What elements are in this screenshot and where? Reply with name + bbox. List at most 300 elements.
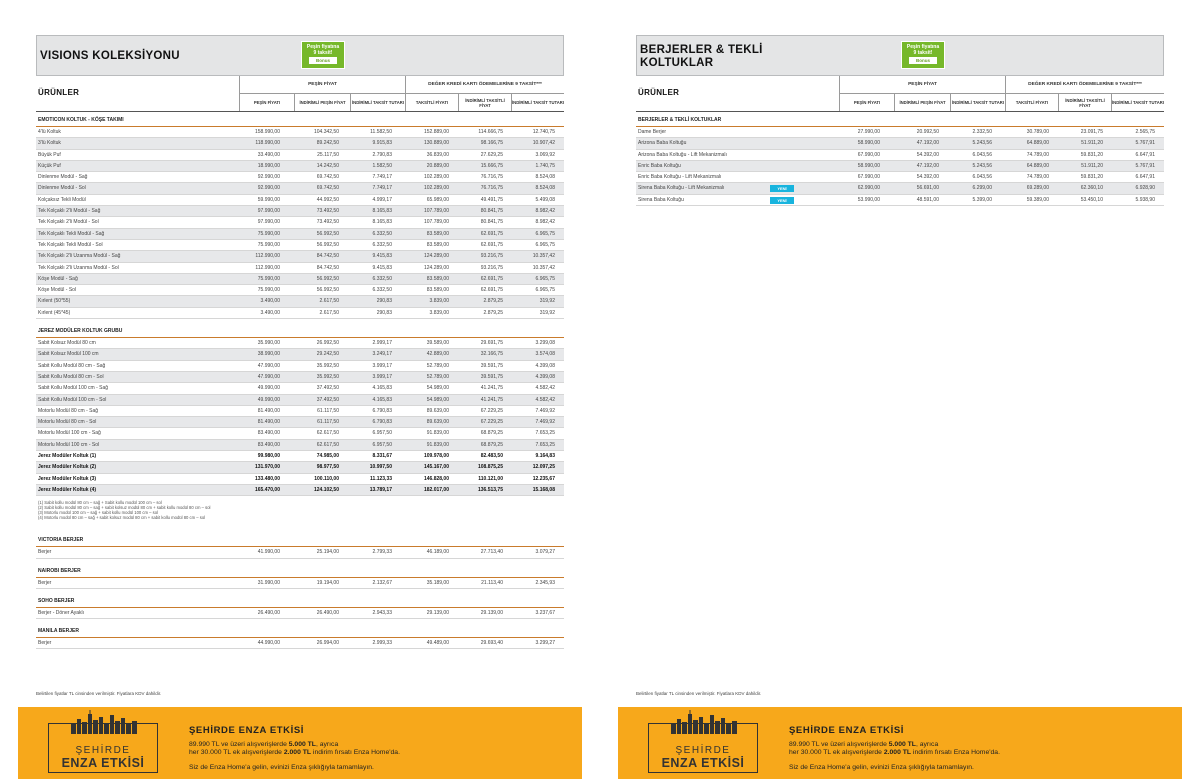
col-header-cash-price: PEŞİN FİYATI	[239, 94, 294, 111]
table-row	[36, 428, 564, 439]
price-cell: 58.990,00	[857, 162, 880, 169]
price-cell: 4.165,83	[372, 396, 392, 403]
price-cell: 8.524,08	[535, 174, 555, 181]
price-cell: 83.589,00	[426, 275, 449, 282]
products-header: ÜRÜNLER	[38, 88, 80, 97]
price-cell: 2.345,93	[535, 579, 555, 586]
price-cell: 5.767,91	[1135, 162, 1155, 169]
table-row	[636, 161, 1164, 172]
price-cell: 21.113,40	[481, 579, 503, 586]
price-cell: 62.990,00	[857, 185, 880, 192]
price-cell: 319,92	[539, 298, 555, 305]
promo-heading: ŞEHİRDE ENZA ETKİSİ	[789, 725, 905, 736]
price-cell: 56.992,50	[316, 275, 339, 282]
table-row	[36, 417, 564, 428]
price-cell: 75.990,00	[257, 275, 280, 282]
price-cell: 83.589,00	[426, 287, 449, 294]
price-cell: 112.990,00	[255, 253, 280, 260]
col-header-discounted-installment-amount: İNDİRİMLİ TAKSİT TUTARI	[1111, 94, 1164, 111]
promo-line2: her 30.000 TL ek alışverişlerde 2.000 TL indirim fırsatı Enza Home'da.	[189, 749, 400, 756]
price-cell: 53.990,00	[857, 196, 880, 203]
installment-badge	[901, 41, 945, 69]
table-header	[636, 76, 1164, 112]
price-cell: 59.389,00	[1026, 196, 1049, 203]
product-name: Sabit Kollu Modül 80 cm - Sağ	[38, 362, 106, 369]
price-cell: 145.167,00	[423, 464, 449, 471]
price-cell: 54.989,00	[426, 385, 449, 392]
price-cell: 4.165,83	[372, 385, 392, 392]
price-cell: 131.970,00	[254, 464, 280, 471]
price-cell: 93.216,75	[480, 264, 503, 271]
combination-notes	[36, 496, 564, 528]
product-name: Tek Kolçaklı 2'li Uzanma Modül - Sağ	[38, 253, 121, 260]
price-cell: 13.789,17	[369, 486, 392, 493]
price-cell: 62.360,10	[1080, 185, 1103, 192]
price-cell: 62.691,75	[480, 241, 503, 248]
price-cell: 6.957,50	[372, 441, 392, 448]
product-name: Arizona Baba Koltuğu - Lift Mekanizmalı	[638, 151, 727, 158]
combination-note: (1) Sabit kollu modül 80 cm – sağ + Sabit kollu modül 100 cm – sol	[38, 500, 162, 506]
price-cell: 2.879,25	[483, 309, 503, 316]
product-name: Tek Kolçaklı 2'li Uzanma Modül - Sol	[38, 264, 119, 271]
price-cell: 10.997,50	[369, 464, 392, 471]
price-cell: 6.957,50	[372, 430, 392, 437]
price-cell: 29.139,00	[426, 609, 449, 616]
product-name: Jerez Modüler Koltuk (3)	[38, 475, 97, 482]
price-cell: 56.992,50	[316, 287, 339, 294]
price-cell: 25.117,50	[317, 151, 339, 158]
price-cell: 98.166,75	[480, 140, 503, 147]
promo-line1: 89.990 TL ve üzeri alışverişlerde 5.000 TL, ayrıca	[189, 741, 339, 748]
price-cell: 56.992,50	[316, 241, 339, 248]
table-row	[36, 251, 564, 262]
table-row	[36, 195, 564, 206]
price-cell: 10.357,42	[532, 264, 555, 271]
logo-line1: ŞEHİRDE	[75, 745, 131, 756]
price-page-armchairs	[636, 35, 1164, 206]
product-name: Enric Baba Koltuğu - Lift Mekanizmalı	[638, 174, 722, 181]
price-cell: 35.189,00	[426, 579, 449, 586]
product-name: Arizona Baba Koltuğu	[638, 140, 687, 147]
price-cell: 23.091,75	[1080, 129, 1103, 135]
table-row	[36, 578, 564, 589]
price-cell: 81.490,00	[257, 407, 280, 414]
col-header-discounted-cash: İNDİRİMLİ PEŞİN FİYAT	[894, 94, 950, 111]
price-cell: 4.399,08	[535, 373, 555, 380]
price-cell: 52.789,00	[426, 373, 449, 380]
col-header-discounted-installment: İNDİRİMLİ TAKSİT TUTARI	[350, 94, 405, 111]
price-cell: 6.790,83	[372, 407, 392, 414]
table-row	[36, 395, 564, 406]
product-name: Jerez Modüler Koltuk (1)	[38, 453, 97, 460]
price-cell: 3.079,27	[535, 549, 555, 556]
price-cell: 83.589,00	[426, 241, 449, 248]
table-row	[636, 138, 1164, 149]
price-cell: 80.841,75	[480, 219, 503, 226]
table-row	[36, 349, 564, 360]
price-cell: 8.165,83	[372, 219, 392, 226]
combination-note: (2) Sabit kollu modül 80 cm – sağ + sabit kolsuz modül 80 cm + sabit kollu modül 80 cm – sol	[38, 505, 211, 511]
price-cell: 47.192,00	[916, 162, 939, 169]
price-cell: 83.490,00	[257, 430, 280, 437]
price-cell: 59.831,20	[1080, 174, 1103, 181]
price-cell: 5.767,91	[1135, 140, 1155, 147]
price-cell: 11.123,33	[370, 475, 392, 482]
badge-line2: 9 taksit!	[313, 50, 333, 56]
price-cell: 33.490,00	[257, 151, 280, 158]
price-cell: 41.241,75	[480, 396, 503, 403]
col-header-installment-price: TAKSİTLİ FİYATI	[1005, 94, 1058, 111]
table-row	[36, 161, 564, 172]
promo-text	[189, 725, 400, 771]
price-cell: 62.691,75	[480, 275, 503, 282]
price-cell: 3.999,17	[372, 373, 392, 380]
bonus-logo-icon: Bonus	[909, 57, 937, 64]
table-row	[36, 474, 564, 485]
price-cell: 80.841,75	[480, 208, 503, 215]
promo-line2: her 30.000 TL ek alışverişlerde 2.000 TL indirim fırsatı Enza Home'da.	[789, 749, 1000, 756]
price-cell: 9.164,83	[535, 453, 555, 460]
price-cell: 84.742,50	[316, 253, 339, 260]
price-cell: 31.990,00	[257, 579, 280, 586]
price-cell: 290,83	[376, 309, 392, 316]
price-cell: 102.289,00	[423, 174, 449, 181]
table-row	[36, 296, 564, 307]
table-row	[36, 172, 564, 183]
price-cell: 109.978,00	[423, 453, 449, 460]
price-cell: 29.242,50	[316, 351, 339, 358]
price-cell: 6.965,75	[535, 275, 555, 282]
price-cell: 41.990,00	[257, 549, 280, 556]
price-cell: 1.582,50	[372, 162, 392, 169]
badge-line2: 9 taksit!	[913, 50, 933, 56]
product-name: Motorlu Modül 100 cm - Sağ	[38, 430, 101, 437]
price-cell: 67.990,00	[857, 151, 880, 158]
price-footnote: Belirtilen fiyatlar TL cinsinden verilmiştir. Fiyatlara KDV dahildir.	[636, 691, 762, 696]
table-row	[36, 308, 564, 319]
collection-title-bar	[36, 35, 564, 76]
product-name: 3'lü Koltuk	[38, 140, 61, 147]
table-row	[636, 127, 1164, 138]
price-cell: 124.289,00	[423, 264, 449, 271]
table-row	[636, 183, 1164, 194]
table-row	[36, 638, 564, 649]
price-cell: 36.839,00	[426, 151, 449, 158]
price-cell: 73.492,50	[316, 208, 339, 215]
price-cell: 62.691,75	[480, 230, 503, 237]
product-name: 4'lü Koltuk	[38, 129, 61, 135]
table-row	[36, 383, 564, 394]
price-cell: 39.591,75	[480, 373, 503, 380]
price-cell: 8.982,42	[535, 208, 555, 215]
price-cell: 10.907,42	[532, 140, 555, 147]
price-cell: 18.990,00	[257, 162, 280, 169]
price-cell: 83.490,00	[257, 441, 280, 448]
table-row	[36, 485, 564, 496]
price-cell: 124.289,00	[423, 253, 449, 260]
price-cell: 7.653,25	[535, 441, 555, 448]
section-header: NAIROBI BERJER	[36, 565, 564, 578]
price-cell: 27.713,40	[480, 549, 503, 556]
col-header-discounted-installment-amount: İNDİRİMLİ TAKSİT TUTARI	[511, 94, 564, 111]
table-row	[36, 274, 564, 285]
price-table	[636, 114, 1164, 206]
section-header: EMOTICON KOLTUK - KÖŞE TAKIMI	[36, 114, 564, 127]
price-cell: 76.716,75	[480, 174, 503, 181]
price-cell: 6.332,50	[372, 230, 392, 237]
price-cell: 146.828,00	[423, 475, 449, 482]
price-cell: 56.691,00	[916, 185, 939, 192]
product-name: Berjer - Döner Ayaklı	[38, 609, 85, 616]
price-cell: 59.831,20	[1080, 151, 1103, 158]
price-cell: 2.999,33	[372, 640, 392, 647]
price-cell: 130.889,00	[423, 140, 449, 147]
price-cell: 114.666,75	[478, 129, 503, 135]
installment-badge	[301, 41, 345, 69]
price-cell: 5.399,00	[972, 196, 992, 203]
product-name: Kırlent (50*55)	[38, 298, 71, 305]
price-cell: 10.357,42	[532, 253, 555, 260]
price-cell: 68.879,25	[480, 430, 503, 437]
price-cell: 6.965,75	[535, 287, 555, 294]
price-cell: 89.639,00	[426, 407, 449, 414]
price-cell: 67.229,25	[480, 419, 503, 426]
price-cell: 47.990,00	[257, 362, 280, 369]
table-row	[36, 372, 564, 383]
price-cell: 319,92	[539, 309, 555, 316]
promo-heading: ŞEHİRDE ENZA ETKİSİ	[189, 725, 305, 736]
price-cell: 6.965,75	[535, 241, 555, 248]
product-name: Motorlu Modül 100 cm - Sol	[38, 441, 100, 448]
price-cell: 118.990,00	[255, 140, 280, 147]
price-cell: 29.139,00	[480, 609, 503, 616]
price-cell: 110.121,00	[478, 475, 503, 482]
credit-card-group-header: DEĞER KREDİ KARTI ÖDEMELERİNE 9 TAKSİT***	[405, 76, 564, 94]
price-cell: 6.332,50	[372, 275, 392, 282]
price-cell: 69.742,50	[316, 174, 339, 181]
price-cell: 39.591,75	[480, 362, 503, 369]
price-cell: 8.524,08	[535, 185, 555, 192]
promo-banner	[18, 707, 582, 779]
price-cell: 97.990,00	[257, 208, 280, 215]
price-cell: 5.938,90	[1135, 196, 1155, 203]
price-cell: 54.392,00	[916, 151, 939, 158]
price-cell: 32.166,75	[480, 351, 503, 358]
price-cell: 9.415,83	[372, 253, 392, 260]
price-cell: 9.915,83	[372, 140, 392, 147]
price-cell: 51.911,20	[1081, 140, 1103, 147]
price-cell: 26.490,00	[316, 609, 339, 616]
new-badge: YENİ	[770, 185, 794, 192]
price-cell: 46.189,00	[426, 549, 449, 556]
city-skyline-icon	[669, 710, 739, 734]
price-cell: 3.299,08	[535, 340, 555, 347]
product-name: Motorlu Modül 80 cm - Sağ	[38, 407, 99, 414]
price-cell: 2.332,50	[972, 129, 992, 135]
table-row	[36, 127, 564, 138]
price-cell: 3.069,92	[535, 151, 555, 158]
price-cell: 3.490,00	[260, 298, 280, 305]
price-cell: 54.392,00	[916, 174, 939, 181]
price-cell: 49.491,75	[480, 196, 503, 203]
table-row	[36, 451, 564, 462]
price-cell: 19.194,00	[316, 579, 339, 586]
price-cell: 75.990,00	[257, 241, 280, 248]
product-name: Dinlenme Modül - Sol	[38, 185, 86, 192]
price-cell: 290,83	[376, 298, 392, 305]
price-cell: 97.990,00	[257, 219, 280, 226]
table-header	[36, 76, 564, 112]
price-cell: 73.492,50	[316, 219, 339, 226]
product-name: Berjer	[38, 549, 52, 556]
price-cell: 74.789,00	[1026, 174, 1049, 181]
price-cell: 182.017,00	[423, 486, 449, 493]
price-cell: 14.242,50	[316, 162, 339, 169]
price-cell: 38.990,00	[257, 351, 280, 358]
price-cell: 6.647,91	[1135, 151, 1155, 158]
price-cell: 41.241,75	[480, 385, 503, 392]
price-cell: 69.289,00	[1026, 185, 1049, 192]
col-header-discounted-installment-price: İNDİRİMLİ TAKSİTLİ FİYAT	[458, 94, 511, 111]
price-cell: 25.194,00	[316, 549, 339, 556]
price-cell: 69.742,50	[316, 185, 339, 192]
price-cell: 6.965,75	[535, 230, 555, 237]
price-cell: 15.666,75	[480, 162, 503, 169]
table-row	[636, 150, 1164, 161]
price-cell: 64.889,00	[1026, 140, 1049, 147]
price-cell: 65.989,00	[426, 196, 449, 203]
price-cell: 6.043,56	[972, 151, 992, 158]
product-name: Köşe Modül - Sol	[38, 287, 77, 294]
price-cell: 107.789,00	[423, 208, 449, 215]
col-header-cash-price: PEŞİN FİYATI	[839, 94, 894, 111]
price-cell: 84.742,50	[316, 264, 339, 271]
price-cell: 44.992,50	[316, 196, 339, 203]
price-cell: 5.243,56	[972, 140, 992, 147]
price-cell: 37.492,50	[316, 385, 339, 392]
price-footnote: Belirtilen fiyatlar TL cinsinden verilmiştir. Fiyatlara KDV dahildir.	[36, 691, 162, 696]
price-cell: 51.911,20	[1081, 162, 1103, 169]
price-cell: 62.691,75	[480, 287, 503, 294]
price-cell: 61.117,50	[317, 419, 339, 426]
price-cell: 6.332,50	[372, 241, 392, 248]
price-cell: 39.589,00	[426, 340, 449, 347]
product-name: Berjer	[38, 640, 52, 647]
product-name: Kırlent (45*45)	[38, 309, 71, 316]
bonus-logo-icon: Bonus	[309, 57, 337, 64]
price-cell: 62.617,50	[316, 441, 339, 448]
price-cell: 1.740,75	[535, 162, 555, 169]
table-row	[36, 361, 564, 372]
price-page-visions	[36, 35, 564, 649]
enza-campaign-logo	[48, 723, 158, 773]
price-cell: 26.992,50	[316, 340, 339, 347]
promo-text	[789, 725, 1000, 771]
price-cell: 82.483,50	[480, 453, 503, 460]
price-cell: 2.565,75	[1135, 129, 1155, 135]
logo-line1: ŞEHİRDE	[675, 745, 731, 756]
price-cell: 136.513,75	[477, 486, 503, 493]
price-cell: 98.977,50	[316, 464, 339, 471]
price-cell: 20.889,00	[426, 162, 449, 169]
products-header: ÜRÜNLER	[638, 88, 680, 97]
price-cell: 29.691,75	[480, 340, 503, 347]
price-cell: 67.229,25	[480, 407, 503, 414]
price-cell: 12.097,25	[532, 464, 555, 471]
price-cell: 42.889,00	[426, 351, 449, 358]
price-cell: 56.992,50	[316, 230, 339, 237]
product-name: Jerez Modüler Koltuk (4)	[38, 486, 97, 493]
product-name: Jerez Modüler Koltuk (2)	[38, 464, 97, 471]
price-cell: 20.992,50	[916, 129, 939, 135]
price-cell: 2.790,83	[372, 151, 392, 158]
table-row	[36, 217, 564, 228]
price-table	[36, 114, 564, 649]
price-cell: 3.839,00	[429, 298, 449, 305]
price-cell: 89.639,00	[426, 419, 449, 426]
product-name: Tek Kolçaklı 2'li Modül - Sağ	[38, 208, 101, 215]
product-name: Köşe Modül - Sağ	[38, 275, 78, 282]
price-cell: 59.990,00	[257, 196, 280, 203]
collection-title: VISIONS KOLEKSİYONU	[40, 50, 180, 62]
col-header-installment-price: TAKSİTLİ FİYATI	[405, 94, 458, 111]
product-name: Enric Baba Koltuğu	[638, 162, 681, 169]
price-cell: 35.992,50	[316, 373, 339, 380]
price-cell: 9.415,83	[372, 264, 392, 271]
table-row	[36, 150, 564, 161]
price-cell: 54.989,00	[426, 396, 449, 403]
product-name: Kolçaksız Tekli Modül	[38, 196, 86, 203]
price-cell: 2.617,50	[319, 298, 339, 305]
price-cell: 165.470,00	[254, 486, 280, 493]
price-cell: 8.331,67	[372, 453, 392, 460]
price-cell: 8.982,42	[535, 219, 555, 226]
product-name: Sabit Kollu Modül 100 cm - Sağ	[38, 385, 109, 392]
price-cell: 8.165,83	[372, 208, 392, 215]
price-cell: 4.399,08	[535, 362, 555, 369]
product-name: Sabit Kollu Modül 100 cm - Sol	[38, 396, 107, 403]
price-cell: 3.839,00	[429, 309, 449, 316]
table-row	[36, 138, 564, 149]
product-name: Motorlu Modül 80 cm - Sol	[38, 419, 97, 426]
price-cell: 49.489,00	[426, 640, 449, 647]
price-cell: 6.299,00	[972, 185, 992, 192]
price-cell: 26.994,00	[316, 640, 339, 647]
product-name: Tek Kolçaklı Tekli Modül - Sol	[38, 241, 103, 248]
section-header: JEREZ MODÜLER KOLTUK GRUBU	[36, 325, 564, 338]
price-cell: 6.928,90	[1135, 185, 1155, 192]
price-cell: 6.043,56	[972, 174, 992, 181]
price-cell: 47.192,00	[916, 140, 939, 147]
product-name: Küçük Puf	[38, 162, 61, 169]
table-row	[636, 172, 1164, 183]
section-header: SOHO BERJER	[36, 595, 564, 608]
price-cell: 67.990,00	[857, 174, 880, 181]
price-cell: 4.582,42	[535, 396, 555, 403]
product-name: Sabit Kolsuz Modül 100 cm	[38, 351, 99, 358]
price-cell: 58.990,00	[857, 140, 880, 147]
price-cell: 68.879,25	[480, 441, 503, 448]
price-cell: 62.617,50	[316, 430, 339, 437]
cash-price-group-header: PEŞİN FİYAT	[239, 76, 405, 94]
product-name: Berjer	[38, 579, 52, 586]
combination-note: (4) Motorlu modül 80 cm – sağ + sabit kolsuz modül 80 cm + sabit kollu modül 80 cm – sol	[38, 515, 206, 521]
price-cell: 49.990,00	[257, 385, 280, 392]
price-cell: 27.990,00	[857, 129, 880, 135]
price-cell: 2.943,33	[372, 609, 392, 616]
price-cell: 15.168,08	[532, 486, 555, 493]
price-cell: 3.490,00	[260, 309, 280, 316]
